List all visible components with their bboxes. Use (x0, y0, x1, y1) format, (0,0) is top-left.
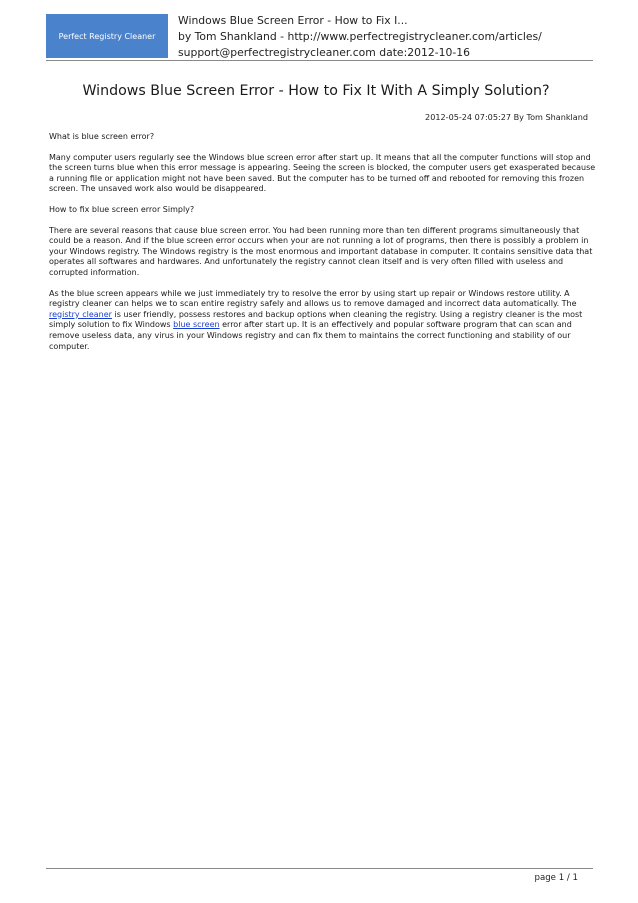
header-contact: support@perfectregistrycleaner.com date:2012-10-16 (178, 46, 470, 59)
question-how-to-fix: How to fix blue screen error Simply? (49, 204, 195, 214)
paragraph-solution-part-2: is user friendly, possess restores and backup options when cleaning the registry. Using a registry cleaner is the most simply solution to fix Windows (49, 309, 583, 330)
paragraph-intro: Many computer users regularly see the Windows blue screen error after start up. It means that all the computer functions will stop and the screen turns blue when this error message is appearing. Seeing the screen is blocked, the computer users get exasperated because a running file or application might not have been saved. But the computer has to be turned off and rebooted for removing this frozen screen. The unsaved work also would be disappeared. (49, 152, 596, 194)
article-title: Windows Blue Screen Error - How to Fix It With A Simply Solution? (82, 83, 550, 99)
article-body (49, 132, 597, 362)
blue-screen-link[interactable]: blue screen (173, 320, 220, 330)
paragraph-solution-part-1: As the blue screen appears while we just immediately try to resolve the error by using start up repair or Windows restore utility. A registry cleaner can helps we to scan entire registry safely and allows us to remove damaged and incorrect data automatically. The (49, 288, 577, 309)
logo-text: Perfect Registry Cleaner (58, 31, 156, 41)
paragraph-solution (49, 289, 597, 353)
document-header (178, 13, 598, 61)
header-title: Windows Blue Screen Error - How to Fix I... (178, 14, 408, 27)
registry-cleaner-link[interactable]: registry cleaner (49, 309, 112, 319)
question-what-is: What is blue screen error? (49, 132, 155, 141)
paragraph-solution-part-3: error after start up. It is an effectively and popular software program that can scan and remove useless data, any virus in your Windows registry and can fix them to maintains the correct functioning and stability of our computer. (49, 320, 572, 351)
header-divider (46, 60, 593, 61)
page-number: page 1 / 1 (534, 873, 578, 883)
article-byline: 2012-05-24 07:05:27 By Tom Shankland (425, 112, 588, 122)
header-author: by Tom Shankland - http://www.perfectregistrycleaner.com/articles/ (178, 30, 542, 43)
paragraph-reasons: There are several reasons that cause blue screen error. You had been running more than ten different programs simultaneously that could be a reason. And if the blue screen error occurs when your are not running a lot of programs, then there is possibly a problem in your Windows registry. The Windows registry is the most enormous and important database in computer. It contains sensitive data that operates all softwares and hardwares. And unfortunately the registry cannot clean itself and is very often filled with useless and corrupted information. (49, 225, 593, 277)
site-logo (46, 14, 168, 58)
footer-divider (46, 868, 593, 869)
